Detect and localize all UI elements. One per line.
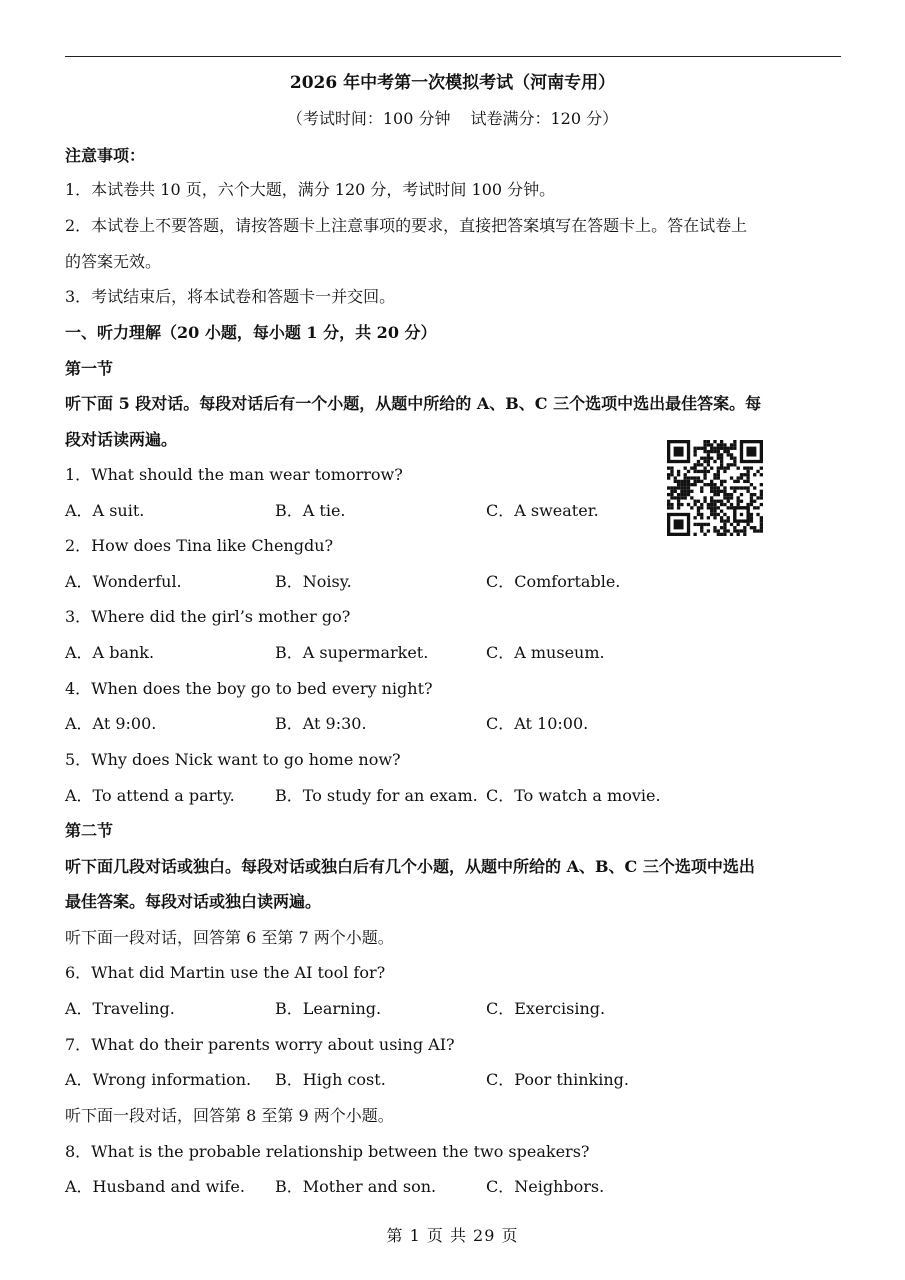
- q5-option-c: C．To watch a movie.: [486, 786, 661, 805]
- q2-option-b: B．Noisy.: [275, 572, 352, 591]
- notes-item-2-line-2: 的答案无效。: [65, 252, 162, 271]
- q5-option-a: A．To attend a party.: [65, 786, 235, 805]
- q3-option-b: B．A supermarket.: [275, 643, 429, 662]
- q4-option-c: C．At 10:00.: [486, 714, 589, 733]
- notes-item-2-line-1: 2．本试卷上不要答题，请按答题卡上注意事项的要求，直接把答案填写在答题卡上。答在试卷上: [65, 216, 748, 235]
- notes-item-3: 3．考试结束后，将本试卷和答题卡一并交回。: [65, 287, 396, 306]
- question-6: 6．What did Martin use the AI tool for?: [65, 963, 386, 982]
- q6-option-a: A．Traveling.: [65, 999, 175, 1018]
- q1-option-c: C．A sweater.: [486, 501, 599, 520]
- notes-heading: 注意事项：: [65, 146, 146, 165]
- q6-option-c: C．Exercising.: [486, 999, 606, 1018]
- q6-option-b: B．Learning.: [275, 999, 382, 1018]
- question-7: 7．What do their parents worry about using AI?: [65, 1035, 455, 1054]
- q8-option-b: B．Mother and son.: [275, 1177, 437, 1196]
- part1-heading: 一、听力理解（20 小题，每小题 1 分，共 20 分）: [65, 323, 437, 342]
- exam-title: 2026 年中考第一次模拟考试（河南专用）: [289, 73, 616, 93]
- q2-option-c: C．Comfortable.: [486, 572, 621, 591]
- exam-subtitle: [0, 106, 905, 132]
- section2-instructions-line-2: 最佳答案。每段对话或独白读两遍。: [65, 892, 322, 911]
- q2-option-a: A．Wonderful.: [65, 572, 182, 591]
- question-2: 2．How does Tina like Chengdu?: [65, 536, 334, 555]
- question-4: 4．When does the boy go to bed every night?: [65, 679, 433, 698]
- q1-option-a: A．A suit.: [65, 501, 145, 520]
- qr-code-icon: [667, 440, 763, 536]
- q8-option-c: C．Neighbors.: [486, 1177, 605, 1196]
- section1-heading: 第一节: [65, 359, 114, 378]
- notes-item-1: 1．本试卷共 10 页，六个大题，满分 120 分，考试时间 100 分钟。: [65, 180, 556, 199]
- q8-option-a: A．Husband and wife.: [65, 1177, 245, 1196]
- section2-instructions-line-1: 听下面几段对话或独白。每段对话或独白后有几个小题，从题中所给的 A、B、C 三个选项中选出: [65, 857, 755, 876]
- q5-option-b: B．To study for an exam.: [275, 786, 478, 805]
- section1-instructions-line-1: 听下面 5 段对话。每段对话后有一个小题，从题中所给的 A、B、C 三个选项中选出最佳答案。每: [65, 394, 762, 413]
- page-footer: 第 1 页 共 29 页: [386, 1226, 519, 1245]
- q7-option-a: A．Wrong information.: [65, 1070, 252, 1089]
- top-divider: [65, 56, 841, 57]
- dialog-6-7-instruction: 听下面一段对话，回答第 6 至第 7 两个小题。: [65, 928, 394, 947]
- q7-option-c: C．Poor thinking.: [486, 1070, 629, 1089]
- q1-option-b: B．A tie.: [275, 501, 346, 520]
- question-1: 1．What should the man wear tomorrow?: [65, 465, 403, 484]
- exam-score: 试卷满分：120 分）: [470, 109, 619, 128]
- q3-option-c: C．A museum.: [486, 643, 605, 662]
- question-8: 8．What is the probable relationship between the two speakers?: [65, 1142, 590, 1161]
- q3-option-a: A．A bank.: [65, 643, 155, 662]
- question-3: 3．Where did the girl’s mother go?: [65, 607, 351, 626]
- section1-instructions-line-2: 段对话读两遍。: [65, 430, 178, 449]
- section2-heading: 第二节: [65, 821, 114, 840]
- q4-option-b: B．At 9:30.: [275, 714, 367, 733]
- question-5: 5．Why does Nick want to go home now?: [65, 750, 401, 769]
- dialog-8-9-instruction: 听下面一段对话，回答第 8 至第 9 两个小题。: [65, 1106, 394, 1125]
- q4-option-a: A．At 9:00.: [65, 714, 157, 733]
- q7-option-b: B．High cost.: [275, 1070, 386, 1089]
- exam-time: （考试时间：100 分钟: [286, 109, 451, 128]
